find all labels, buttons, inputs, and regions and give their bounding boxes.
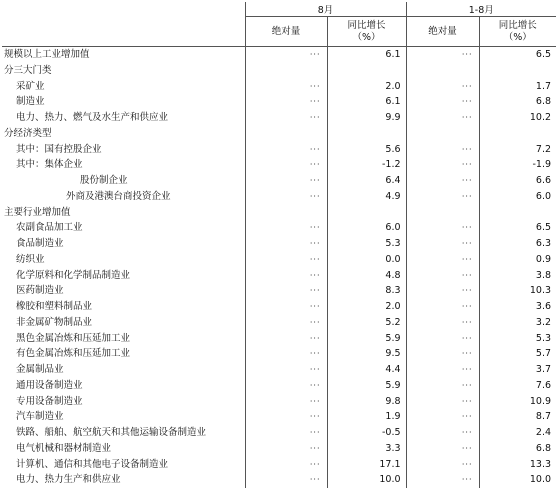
ytd-growth-cell: 6.5 — [479, 220, 556, 236]
august-growth-cell — [327, 63, 406, 79]
table-row — [2, 173, 556, 189]
ytd-absolute-cell: ··· — [406, 252, 479, 268]
august-growth-cell: 0.0 — [327, 252, 406, 268]
ytd-absolute-cell: ··· — [406, 299, 479, 315]
ytd-growth-cell: -1.9 — [479, 157, 556, 173]
august-absolute-cell: ··· — [245, 157, 327, 173]
row-label: 外商及港澳台商投资企业 — [66, 190, 171, 202]
ytd-absolute-cell: ··· — [406, 142, 479, 158]
ytd-growth-cell — [479, 63, 556, 79]
header-growth-text: 同比增长 （%） — [347, 19, 386, 43]
august-absolute-cell: ··· — [245, 220, 327, 236]
ytd-growth-cell — [479, 126, 556, 142]
table-row — [2, 189, 556, 205]
ytd-growth-cell: 3.7 — [479, 362, 556, 378]
august-growth-cell: 3.3 — [327, 441, 406, 457]
table-row — [2, 472, 556, 488]
ytd-absolute-cell — [406, 126, 479, 142]
august-growth-cell: -0.5 — [327, 425, 406, 441]
august-absolute-cell — [245, 63, 327, 79]
row-label: 分三大门类 — [4, 64, 52, 76]
row-label: 规模以上工业增加值 — [4, 49, 90, 60]
august-absolute-cell: ··· — [245, 394, 327, 410]
row-label: 分经济类型 — [4, 127, 52, 139]
table-row — [2, 315, 556, 331]
ytd-absolute-cell: ··· — [406, 94, 479, 110]
ytd-growth-cell: 6.0 — [479, 189, 556, 205]
table-row — [2, 252, 556, 268]
august-absolute-cell: ··· — [245, 299, 327, 315]
ytd-growth-cell: 6.8 — [479, 441, 556, 457]
august-absolute-cell: ··· — [245, 142, 327, 158]
august-growth-cell: 6.4 — [327, 173, 406, 189]
ytd-growth-cell: 7.6 — [479, 378, 556, 394]
ytd-absolute-cell: ··· — [406, 315, 479, 331]
august-growth-cell: 5.9 — [327, 378, 406, 394]
ytd-growth-cell: 3.6 — [479, 299, 556, 315]
august-absolute-cell: ··· — [245, 331, 327, 347]
row-label: 制造业 — [16, 96, 45, 108]
table-row — [2, 457, 556, 473]
ytd-absolute-cell: ··· — [406, 409, 479, 425]
august-growth-cell — [327, 126, 406, 142]
ytd-absolute-cell — [406, 63, 479, 79]
table-row — [2, 220, 556, 236]
august-growth-cell: 9.9 — [327, 110, 406, 126]
table-row — [2, 346, 556, 362]
table-row — [2, 47, 556, 63]
header-growth-text: 同比增长 （%） — [498, 19, 537, 43]
august-growth-cell: 6.1 — [327, 94, 406, 110]
ytd-absolute-cell: ··· — [406, 79, 479, 95]
row-label: 电气机械和器材制造业 — [16, 442, 112, 454]
row-label: 计算机、通信和其他电子设备制造业 — [16, 458, 169, 470]
august-growth-cell: 5.9 — [327, 331, 406, 347]
august-absolute-cell: ··· — [245, 189, 327, 205]
august-absolute-cell: ··· — [245, 173, 327, 189]
ytd-absolute-cell: ··· — [406, 362, 479, 378]
august-growth-cell: 1.9 — [327, 409, 406, 425]
table-row — [2, 299, 556, 315]
row-label: 股份制企业 — [80, 175, 128, 186]
ytd-growth-cell: 6.8 — [479, 94, 556, 110]
ytd-absolute-cell: ··· — [406, 268, 479, 284]
august-growth-cell: 5.2 — [327, 315, 406, 331]
august-growth-cell: 5.3 — [327, 236, 406, 252]
ytd-absolute-cell: ··· — [406, 331, 479, 347]
ytd-growth-cell: 1.7 — [479, 79, 556, 95]
row-label: 黑色金属冶炼和压延加工业 — [16, 332, 131, 344]
table-row — [2, 378, 556, 394]
row-label: 其中：国有控股企业 — [16, 143, 102, 155]
august-growth-cell: 2.0 — [327, 79, 406, 95]
row-label: 非金属矿物制品业 — [16, 316, 93, 328]
table-row — [2, 126, 556, 142]
august-absolute-cell: ··· — [245, 378, 327, 394]
ytd-absolute-cell — [406, 205, 479, 221]
august-absolute-cell: ··· — [245, 94, 327, 110]
table-row — [2, 142, 556, 158]
header-august-absolute: 绝对量 — [245, 17, 327, 47]
row-label: 通用设备制造业 — [16, 379, 83, 391]
august-growth-cell: 9.5 — [327, 346, 406, 362]
table-row — [2, 94, 556, 110]
august-growth-cell: 9.8 — [327, 394, 406, 410]
row-label: 其中：集体企业 — [16, 159, 83, 171]
ytd-growth-cell: 6.6 — [479, 173, 556, 189]
table-row — [2, 236, 556, 252]
august-growth-cell: 4.4 — [327, 362, 406, 378]
row-label: 食品制造业 — [16, 238, 64, 249]
ytd-growth-cell: 10.2 — [479, 110, 556, 126]
ytd-absolute-cell: ··· — [406, 394, 479, 410]
row-label: 电力、热力、燃气及水生产和供应业 — [16, 112, 169, 123]
table-row — [2, 110, 556, 126]
august-absolute-cell: ··· — [245, 362, 327, 378]
row-label: 医药制造业 — [16, 285, 64, 297]
ytd-absolute-cell: ··· — [406, 472, 479, 488]
ytd-growth-cell: 10.9 — [479, 394, 556, 410]
ytd-absolute-cell: ··· — [406, 189, 479, 205]
table-row — [2, 425, 556, 441]
august-growth-cell: 2.0 — [327, 299, 406, 315]
table-row — [2, 409, 556, 425]
august-absolute-cell: ··· — [245, 79, 327, 95]
header-jan-aug: 1-8月 — [406, 2, 556, 17]
ytd-growth-cell: 8.7 — [479, 409, 556, 425]
header-ytd-growth — [479, 17, 556, 47]
august-growth-cell: 6.1 — [327, 47, 406, 63]
august-absolute-cell — [245, 126, 327, 142]
ytd-growth-cell: 0.9 — [479, 252, 556, 268]
ytd-growth-cell: 2.4 — [479, 425, 556, 441]
row-label: 化学原料和化学制品制造业 — [16, 269, 131, 281]
table-row — [2, 362, 556, 378]
august-absolute-cell: ··· — [245, 441, 327, 457]
august-growth-cell: 8.3 — [327, 283, 406, 299]
ytd-absolute-cell: ··· — [406, 157, 479, 173]
table-row — [2, 268, 556, 284]
august-absolute-cell: ··· — [245, 110, 327, 126]
august-growth-cell: 4.8 — [327, 268, 406, 284]
table-row — [2, 157, 556, 173]
ytd-growth-cell: 5.7 — [479, 346, 556, 362]
row-label: 金属制品业 — [16, 364, 64, 375]
table-row — [2, 63, 556, 79]
row-label: 汽车制造业 — [16, 411, 64, 423]
row-label: 橡胶和塑料制品业 — [16, 301, 93, 312]
august-absolute-cell: ··· — [245, 472, 327, 488]
august-absolute-cell: ··· — [245, 268, 327, 284]
header-august-growth — [327, 17, 406, 47]
ytd-growth-cell: 13.3 — [479, 457, 556, 473]
august-growth-cell: -1.2 — [327, 157, 406, 173]
ytd-growth-cell: 6.3 — [479, 236, 556, 252]
ytd-growth-cell: 10.0 — [479, 472, 556, 488]
table-row — [2, 331, 556, 347]
august-absolute-cell: ··· — [245, 315, 327, 331]
table-row — [2, 205, 556, 221]
august-growth-cell: 5.6 — [327, 142, 406, 158]
ytd-absolute-cell: ··· — [406, 441, 479, 457]
ytd-growth-cell: 10.3 — [479, 283, 556, 299]
ytd-absolute-cell: ··· — [406, 236, 479, 252]
august-growth-cell: 4.9 — [327, 189, 406, 205]
table-row — [2, 79, 556, 95]
august-absolute-cell: ··· — [245, 252, 327, 268]
ytd-growth-cell: 3.8 — [479, 268, 556, 284]
august-absolute-cell: ··· — [245, 457, 327, 473]
ytd-absolute-cell: ··· — [406, 378, 479, 394]
august-absolute-cell: ··· — [245, 47, 327, 63]
august-absolute-cell: ··· — [245, 283, 327, 299]
august-growth-cell — [327, 205, 406, 221]
ytd-growth-cell: 7.2 — [479, 142, 556, 158]
industrial-value-added-table — [2, 2, 556, 488]
ytd-growth-cell: 3.2 — [479, 315, 556, 331]
ytd-absolute-cell: ··· — [406, 457, 479, 473]
august-absolute-cell: ··· — [245, 236, 327, 252]
row-label: 有色金属冶炼和压延加工业 — [16, 348, 131, 360]
row-label: 电力、热力生产和供应业 — [16, 474, 121, 486]
august-growth-cell: 17.1 — [327, 457, 406, 473]
august-absolute-cell: ··· — [245, 425, 327, 441]
ytd-absolute-cell: ··· — [406, 110, 479, 126]
header-row-period — [2, 2, 556, 17]
ytd-growth-cell: 5.3 — [479, 331, 556, 347]
ytd-absolute-cell: ··· — [406, 173, 479, 189]
ytd-absolute-cell: ··· — [406, 425, 479, 441]
august-absolute-cell: ··· — [245, 409, 327, 425]
row-label: 采矿业 — [16, 80, 45, 92]
august-growth-cell: 10.0 — [327, 472, 406, 488]
row-label: 纺织业 — [16, 253, 45, 265]
ytd-growth-cell — [479, 205, 556, 221]
ytd-growth-cell: 6.5 — [479, 47, 556, 63]
header-august: 8月 — [245, 2, 406, 17]
row-label: 农副食品加工业 — [16, 222, 83, 234]
table-row — [2, 283, 556, 299]
row-label: 主要行业增加值 — [4, 206, 71, 218]
ytd-absolute-cell: ··· — [406, 283, 479, 299]
header-ytd-absolute: 绝对量 — [406, 17, 479, 47]
august-absolute-cell — [245, 205, 327, 221]
august-absolute-cell: ··· — [245, 346, 327, 362]
row-label: 铁路、船舶、航空航天和其他运输设备制造业 — [16, 427, 207, 438]
table-row — [2, 441, 556, 457]
ytd-absolute-cell: ··· — [406, 220, 479, 236]
row-label: 专用设备制造业 — [16, 395, 83, 407]
header-corner — [2, 2, 245, 47]
ytd-absolute-cell: ··· — [406, 47, 479, 63]
ytd-absolute-cell: ··· — [406, 346, 479, 362]
august-growth-cell: 6.0 — [327, 220, 406, 236]
table-row — [2, 394, 556, 410]
